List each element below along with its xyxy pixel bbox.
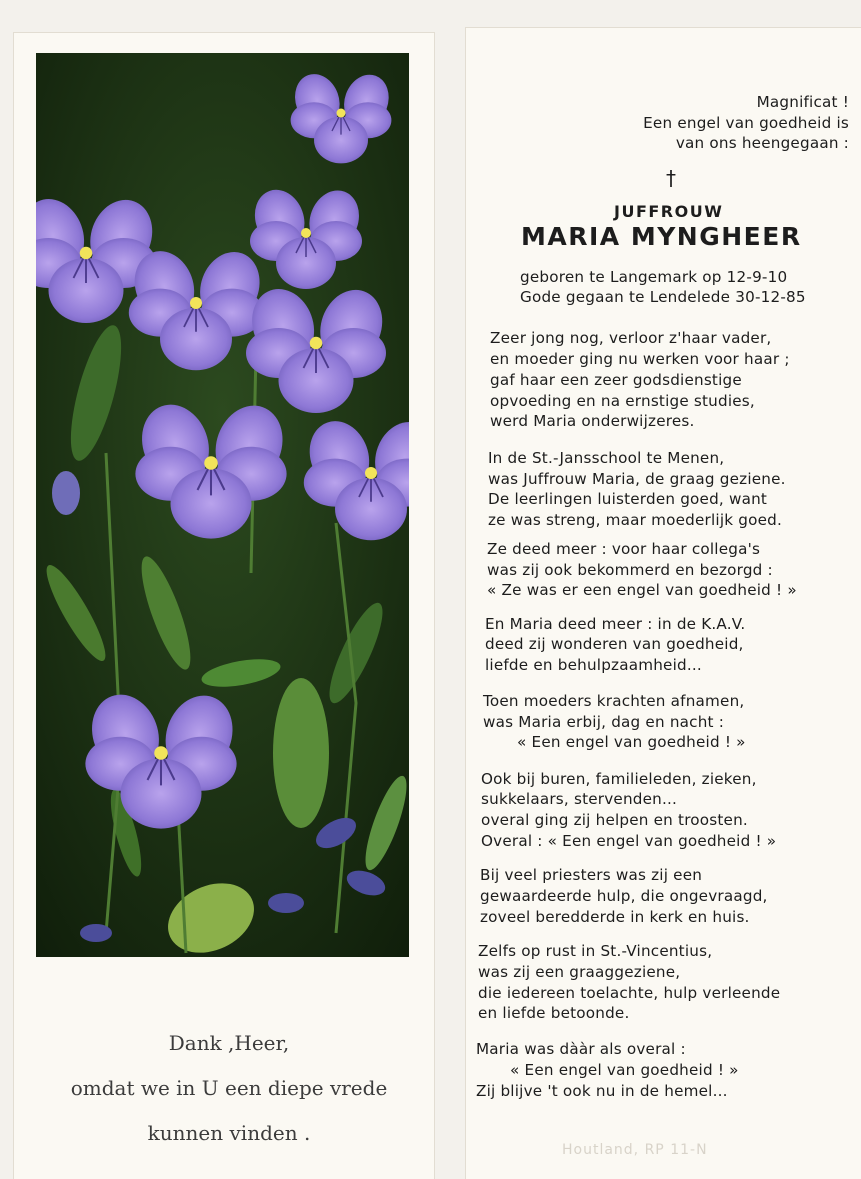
stanza-line: sukkelaars, stervenden... [481, 790, 678, 808]
stanza-line: Ook bij buren, familieleden, zieken, [481, 770, 757, 788]
stanza-line: was zij ook bekommerd en bezorgd : [487, 561, 773, 579]
deceased-name: MARIA MYNGHEER [521, 222, 802, 251]
stanza-line: Bij veel priesters was zij een [480, 866, 703, 884]
stanza-line: zoveel beredderde in kerk en huis. [480, 908, 750, 926]
birth-line: geboren te Langemark op 12-9-10 [520, 268, 788, 286]
verse-line-2: omdat we in U een diepe vrede [70, 1076, 388, 1100]
stanza-line: Toen moeders krachten afnamen, [483, 692, 745, 710]
stanza-line: en moeder ging nu werken voor haar ; [490, 350, 790, 368]
stanza-line: was zij een graaggeziene, [478, 963, 681, 981]
stanza-line: opvoeding en na ernstige studies, [490, 392, 755, 410]
verse-line-1: Dank ,Heer, [168, 1031, 290, 1055]
stanza-line: De leerlingen luisterden goed, want [488, 490, 768, 508]
printer-imprint: Houtland, RP 11-N [562, 1142, 708, 1158]
stanza-line: En Maria deed meer : in de K.A.V. [485, 615, 746, 633]
violets-illustration [36, 53, 409, 957]
stanza-line: die iedereen toelachte, hulp verleende [478, 984, 781, 1002]
stanza-line: liefde en behulpzaamheid... [485, 656, 702, 674]
stanza-line: Zij blijve 't ook nu in de hemel... [476, 1082, 728, 1100]
stanza-line: « Een engel van goedheid ! » [517, 733, 746, 751]
stanza-line: gaf haar een zeer godsdienstige [490, 371, 742, 389]
stanza-line: en liefde betoonde. [478, 1004, 630, 1022]
stanza-line: ze was streng, maar moederlijk goed. [488, 511, 783, 529]
intro-line-2: Een engel van goedheid is [643, 114, 849, 132]
stanza-line: Zelfs op rust in St.-Vincentius, [478, 942, 713, 960]
stanza-line: « Ze was er een engel van goedheid ! » [487, 581, 797, 599]
stanza-line: gewaardeerde hulp, die ongevraagd, [480, 887, 768, 905]
stanza-line: overal ging zij helpen en troosten. [481, 811, 748, 829]
intro-line-3: van ons heengegaan : [675, 134, 849, 152]
stanza-line: Ze deed meer : voor haar collega's [487, 540, 761, 558]
stanza-line: Overal : « Een engel van goedheid ! » [481, 832, 777, 850]
stanza-line: werd Maria onderwijzeres. [490, 412, 695, 430]
stanza-line: « Een engel van goedheid ! » [510, 1061, 739, 1079]
stanza-line: deed zij wonderen van goedheid, [485, 635, 744, 653]
stanza-line: Maria was dààr als overal : [476, 1040, 686, 1058]
stanza-line: was Juffrouw Maria, de graag geziene. [488, 470, 786, 488]
cross-icon: † [666, 166, 677, 190]
verse-line-3: kunnen vinden . [147, 1121, 311, 1145]
stanza-line: Zeer jong nog, verloor z'haar vader, [490, 329, 772, 347]
death-line: Gode gegaan te Lendelede 30-12-85 [520, 288, 806, 306]
stanza-line: In de St.-Jansschool te Menen, [488, 449, 725, 467]
title-prefix: JUFFROUW [614, 202, 724, 221]
intro-line-1: Magnificat ! [756, 93, 849, 111]
violets-photo [36, 53, 409, 957]
stanza-line: was Maria erbij, dag en nacht : [483, 713, 725, 731]
